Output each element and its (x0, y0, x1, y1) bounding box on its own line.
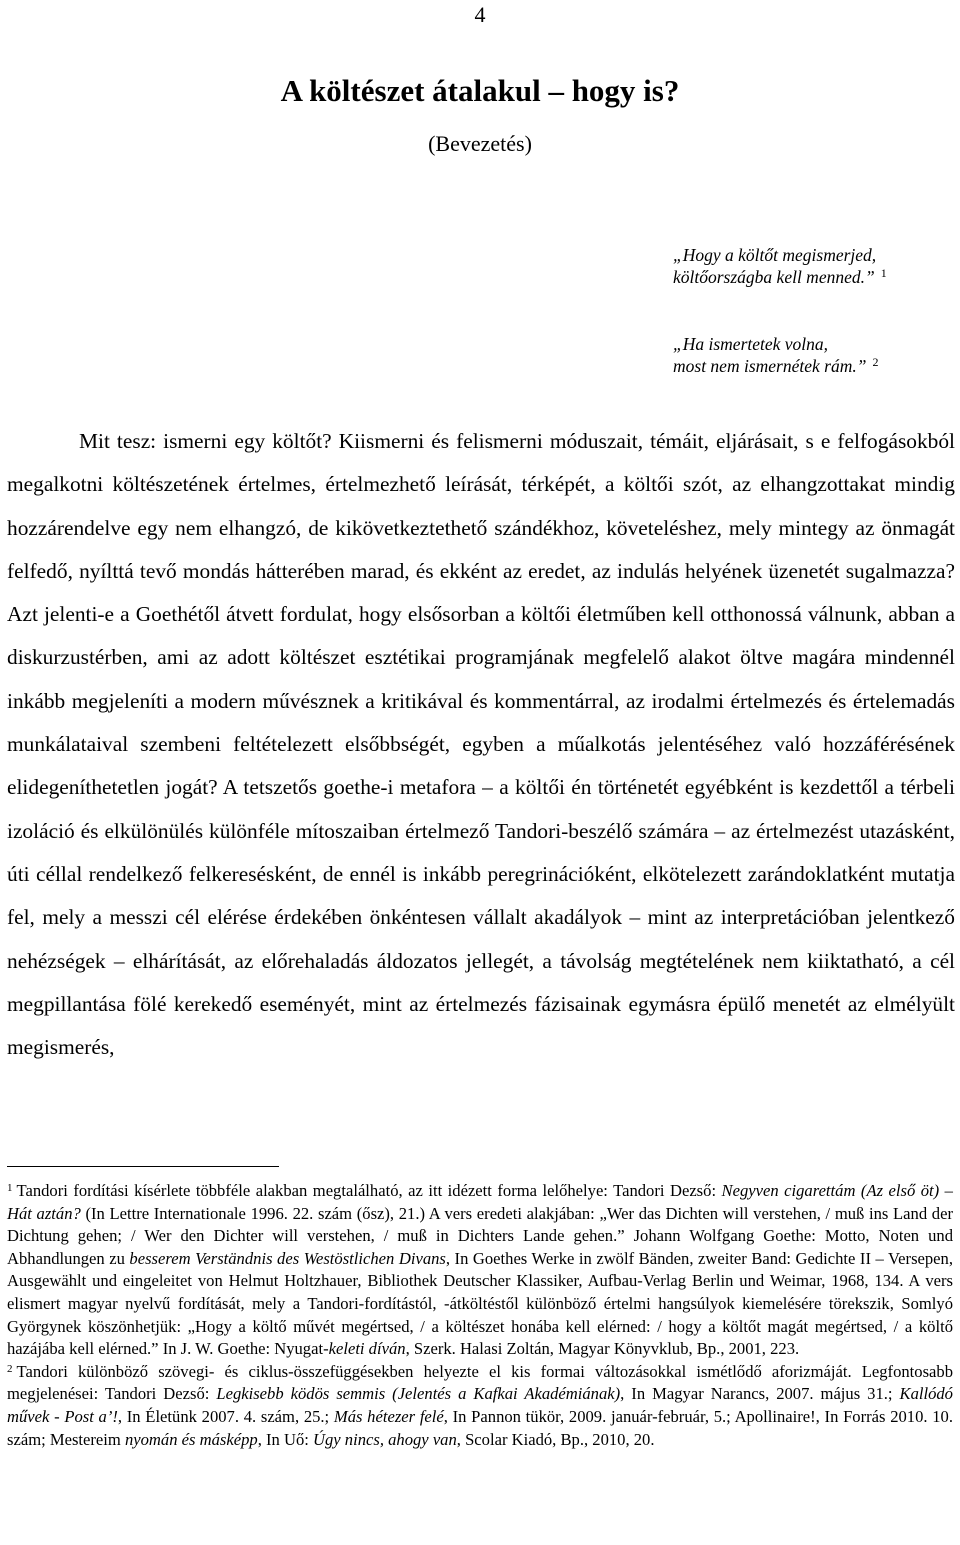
page-title: A költészet átalakul – hogy is? (280, 73, 680, 108)
footnote-1-text-d: , Szerk. Halasi Zoltán, Magyar Könyvklub, Bp., 2001, 223. (405, 1339, 800, 1359)
page-number: 4 (474, 2, 486, 27)
footnote-1 (7, 1180, 953, 1361)
page-subtitle: (Bevezetés) (428, 131, 532, 156)
footnote-divider (7, 1166, 279, 1167)
motto-2-line-2-wrap (673, 355, 878, 377)
motto-2-line-1: „Ha ismertetek volna, (673, 334, 829, 354)
footnote-2-text-f: , Scolar Kiadó, Bp., 2010, 20. (456, 1429, 655, 1449)
footnote-2-text-c: , In Életünk 2007. 4. szám, 25.; (117, 1406, 334, 1426)
footnote-2-text-b: , In Magyar Narancs, 2007. május 31.; (620, 1384, 900, 1404)
footnote-ref-1[interactable]: 1 (880, 266, 887, 280)
footnotes (7, 1180, 953, 1451)
footnote-ref-2[interactable]: 2 (872, 355, 879, 369)
footnote-1-text-a: Tandori fordítási kísérlete többféle alakban megtalálható, az itt idézett forma lelőhelye: Tandori Dezső: (16, 1181, 722, 1200)
footnote-2-text-e: , In Uő: (257, 1429, 313, 1449)
footnote-1-number: 1 (7, 1182, 13, 1194)
footnote-2-title-a: Legkisebb ködös semmis (Jelentés a Kafkai Akadémiának) (216, 1384, 621, 1404)
footnote-2-title-c: Más hétezer felé (333, 1406, 444, 1426)
footnote-1-title-a: Negyven cigarettám (Az első öt) – Hát aztán? (7, 1181, 953, 1223)
footnote-2-text-a: Tandori különböző szövegi- és ciklus-összefüggésekben helyezte el kis formai változásokkal ismétlődő aforizmáját. Legfontosabb megjelenései: Tandori Dezső: (7, 1361, 953, 1404)
motto-1 (673, 244, 887, 288)
footnote-1-text-c: , In Goethes Werke in zwölf Bänden, zweiter Band: Gedichte II – Versepen, Ausgewählt und eingeleitet von Helmut Holtzhauer, Bibliothek Deutscher Klassiker, Aufbau-Verlag Berlin und Weimar, 1968, 134. A vers elismert magyar nyelvű fordítását, mely a Tandori-fordítástól, -átköltéstől különböző értelmi hangsúlyok kiemelésére törekszik, Somlyó Györgynek köszönhetjük: „Hogy a költő művét megértsed, / a költészet honába kell elérned: / hogy a költőt magát megértsed, / a költő hazájába kell elérned.” In J. W. Goethe: Nyugat- (7, 1248, 953, 1359)
footnote-1-title-c: keleti díván (328, 1339, 406, 1359)
footnote-2-number: 2 (7, 1362, 13, 1375)
footnote-1-title-b: besserem Verständnis des Westöstlichen Divans (129, 1248, 446, 1268)
footnote-2 (7, 1361, 953, 1451)
motto-1-line-1: „Hogy a költőt megismerjed, (673, 245, 877, 265)
footnote-2-text-d: , In Pannon tükör, 2009. január-február, 5.; Apollinaire!, In Forrás 2010. 10. szám; Mestereim (7, 1406, 953, 1449)
motto-2 (673, 333, 878, 377)
motto-1-line-2-wrap (673, 266, 887, 288)
motto-2-line-2: most nem ismernétek rám.” (673, 356, 867, 376)
footnote-2-title-b: Kallódó művek - Post a’! (7, 1384, 953, 1426)
footnote-2-title-e: Úgy nincs, ahogy van (313, 1429, 457, 1449)
motto-1-line-2: költőországba kell menned.” (673, 267, 875, 287)
footnote-1-text-b: (In Lettre Internationale 1996. 22. szám (ősz), 21.) A vers eredeti alakjában: „Wer das Dichten will verstehen, / muß ins Land der Dichtung gehen; / Wer den Dichter will verstehen, / muß in Dichters Lande gehen.” Johann Wolfgang Goethe: Motto, Noten und Abhandlungen zu (7, 1203, 953, 1268)
footnote-2-title-d: nyomán és másképp (124, 1429, 258, 1449)
body-paragraph: Mit tesz: ismerni egy költőt? Kiismerni és felismerni móduszait, témáit, eljárásait, s e felfogásokból megalkotni költészetének értelmes, értelmezhető leírását, térképét, a költői szót, az elhangzottakat mindig hozzárendelve egy nem elhangzó, de kikövetkeztethető szándékhoz, követeléshez, mely mintegy az önmagát felfedő, nyílttá tevő mondás hátterében marad, és ekként az eredet, az indulás helyének üzenetét sugalmazza? Azt jelenti-e a Goethétől átvett fordulat, hogy elsősorban a költői életműben kell otthonossá válnunk, abban a diskurzustérben, ami az adott költészet esztétikai programjának megfelelő alakot öltve magára mindennél inkább megjeleníti a modern művésznek a kritikával és kommentárral, az irodalmi értelmezés és értelemadás munkálataival szembeni feltételezett elsőbbségét, egyben a műalkotás jelentéséhez való hozzáférésének elidegeníthetetlen jogát? A tetszetős goethe-i metafora – a költői én történetét egyébként is kezdettől a térbeli izoláció és elkülönülés különféle mítoszaiban értelmező Tandori-beszélő számára – az értelmezést utazásként, úti céllal rendelkező felkeresésként, de ennél is inkább peregrinációként, elkötelezett zarándoklatként mutatja fel, mely a messzi cél elérése érdekében önkéntesen vállalt akadályok – mint az interpretációban jelentkező nehézségek – elhárítását, az előrehaladás áldozatos jellegét, a távolság megtételének nem kiiktatható, a cél megpillantása fölé kerekedő eseményét, mint az értelmezés fázisainak egymásra épülő menetét az elmélyült megismerés, (7, 429, 955, 1060)
